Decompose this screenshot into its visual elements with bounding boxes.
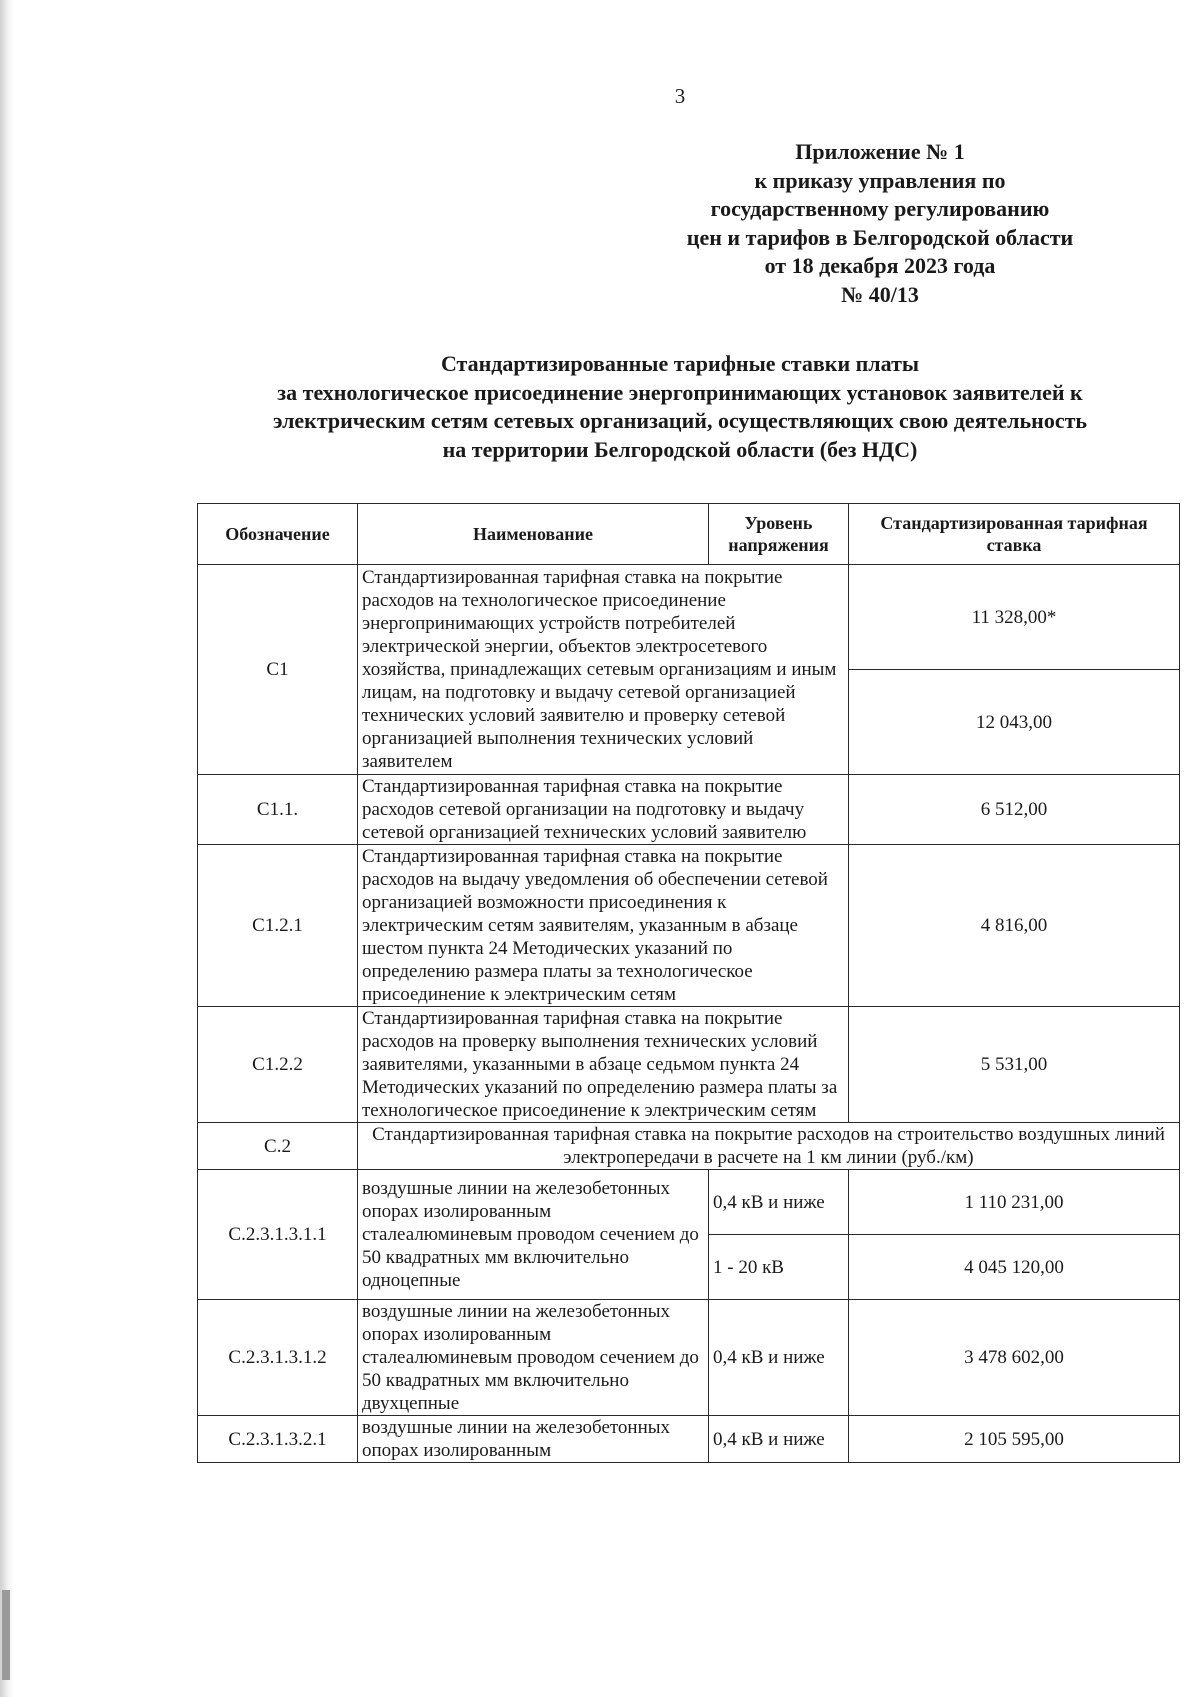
header-rate: Стандартизированная тарифная ставка [849, 504, 1180, 565]
rate-cell: 12 043,00 [849, 670, 1180, 775]
appendix-line: к приказу управления по [754, 167, 1006, 193]
page-number: 3 [674, 84, 686, 108]
name-cell: Стандартизированная тарифная ставка на покрытие расходов на проверку выполнения технических условий заявителями, указанными в абзаце седьмом пункта 24 Методических указаний по определению размера платы за технологическое присоединение к электрическим сетям [358, 1007, 849, 1123]
name-cell: Стандартизированная тарифная ставка на покрытие расходов на выдачу уведомления об обеспечении сетевой организацией возможности присоединения к электрическим сетям заявителям, указанным в абзаце шестом пункта 24 Методических указаний по определению размера платы за технологическое присоединение к электрическим сетям [358, 845, 849, 1007]
name-cell: воздушные линии на железобетонных опорах изолированным [358, 1416, 709, 1463]
title-line: за технологическое присоединение энергопринимающих установок заявителей к [277, 379, 1083, 405]
document-title [180, 350, 1180, 464]
title-line: на территории Белгородской области (без НДС) [442, 436, 918, 462]
appendix-line: № 40/13 [841, 281, 919, 307]
header-level: Уровень напряжения [709, 504, 849, 565]
code-cell: С.2.3.1.3.1.2 [198, 1300, 358, 1416]
voltage-cell: 0,4 кВ и ниже [709, 1300, 849, 1416]
appendix-line: от 18 декабря 2023 года [764, 253, 996, 278]
rate-cell: 4 045 120,00 [849, 1235, 1180, 1300]
section-name-cell: Стандартизированная тарифная ставка на покрытие расходов на строительство воздушных линий электропередачи в расчете на 1 км линии (руб./км) [358, 1123, 1180, 1170]
appendix-reference [640, 138, 1120, 309]
table-row [198, 1007, 1180, 1123]
table-row [198, 1416, 1180, 1463]
table-row [198, 1300, 1180, 1416]
appendix-line: цен и тарифов в Белгородской области [686, 224, 1074, 250]
rate-cell: 11 328,00* [849, 565, 1180, 670]
table-header-row [198, 504, 1180, 565]
name-cell: Стандартизированная тарифная ставка на покрытие расходов сетевой организации на подготовку и выдачу сетевой организацией технических условий заявителю [358, 775, 849, 845]
rate-cell: 5 531,00 [849, 1007, 1180, 1123]
rate-cell: 4 816,00 [849, 845, 1180, 1007]
table-row [198, 565, 1180, 670]
scan-margin-shadow [0, 0, 14, 1697]
name-cell: воздушные линии на железобетонных опорах изолированным сталеалюминевым проводом сечением до 50 квадратных мм включительно двухцепные [358, 1300, 709, 1416]
title-line: Стандартизированные тарифные ставки платы [440, 351, 920, 376]
code-cell: С.2.3.1.3.1.1 [198, 1170, 358, 1300]
appendix-line: государственному регулированию [710, 196, 1050, 221]
code-cell: С1.2.1 [198, 845, 358, 1007]
voltage-cell: 0,4 кВ и ниже [709, 1170, 849, 1235]
voltage-cell: 1 - 20 кВ [709, 1235, 849, 1300]
rate-cell: 2 105 595,00 [849, 1416, 1180, 1463]
rate-cell: 1 110 231,00 [849, 1170, 1180, 1235]
appendix-line: Приложение № 1 [795, 139, 965, 164]
code-cell: С1.2.2 [198, 1007, 358, 1123]
table-row [198, 1170, 1180, 1235]
code-cell: С.2 [198, 1123, 358, 1170]
title-line: электрическим сетям сетевых организаций, осуществляющих свою деятельность [272, 408, 1088, 433]
table-row [198, 1123, 1180, 1170]
header-code: Обозначение [198, 504, 358, 565]
code-cell: С.2.3.1.3.2.1 [198, 1416, 358, 1463]
voltage-cell: 0,4 кВ и ниже [709, 1416, 849, 1463]
code-cell: С1 [198, 565, 358, 775]
code-cell: С1.1. [198, 775, 358, 845]
name-cell: Стандартизированная тарифная ставка на покрытие расходов на технологическое присоединение энергопринимающих устройств потребителей электрической энергии, объектов электросетевого хозяйства, принадлежащих сетевым организациям и иным лицам, на подготовку и выдачу сетевой организацией технических условий заявителю и проверку сетевой организацией выполнения технических условий заявителем [358, 565, 849, 775]
name-cell: воздушные линии на железобетонных опорах изолированным сталеалюминевым проводом сечением до 50 квадратных мм включительно одноцепные [358, 1170, 709, 1300]
table-row [198, 775, 1180, 845]
rate-cell: 6 512,00 [849, 775, 1180, 845]
header-name: Наименование [358, 504, 709, 565]
scan-margin-mark [2, 1590, 10, 1680]
tariff-table [197, 503, 1180, 1463]
table-row [198, 845, 1180, 1007]
rate-cell: 3 478 602,00 [849, 1300, 1180, 1416]
